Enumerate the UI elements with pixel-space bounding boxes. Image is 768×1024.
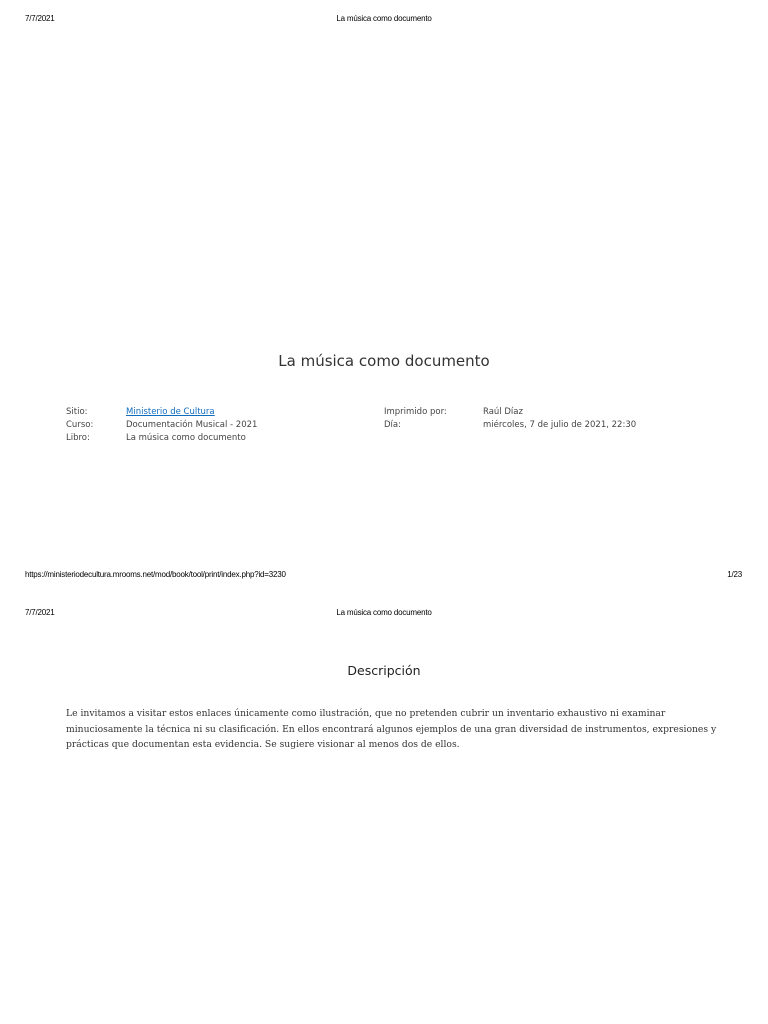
section-title: Descripción [347, 663, 421, 678]
paragraph-line: prácticas que documentan esta evidencia. Se sugiere visionar al menos dos de ellos. [66, 739, 460, 750]
page1-footer-url: https://ministeriodecultura.mrooms.net/mod/book/tool/print/index.php?id=3230 [25, 570, 286, 579]
page1-header-date: 7/7/2021 [25, 14, 55, 23]
meta-value: La música como documento [126, 432, 246, 443]
meta-label: Día: [384, 419, 401, 430]
page2-header-date: 7/7/2021 [25, 608, 55, 617]
site-link[interactable]: Ministerio de Cultura [126, 407, 215, 417]
meta-row-sitio [66, 406, 366, 419]
meta-left-block [66, 406, 366, 444]
page1-footer-page-number: 1/23 [727, 570, 742, 579]
meta-row-libro [66, 432, 366, 445]
meta-label: Libro: [66, 432, 90, 443]
meta-label: Curso: [66, 419, 94, 430]
page2-header-title: La música como documento [336, 608, 432, 617]
meta-row-imprimido [384, 406, 704, 419]
book-title: La música como documento [278, 352, 490, 370]
description-paragraph [66, 706, 717, 753]
meta-label: Sitio: [66, 407, 88, 417]
paragraph-line: minuciosamente la técnica ni su clasificación. En ellos encontrará algunos ejemplos de una gran diversidad de instrumentos, expresiones y [66, 723, 717, 735]
meta-value: Raúl Díaz [483, 407, 523, 417]
meta-value: miércoles, 7 de julio de 2021, 22:30 [483, 419, 637, 430]
meta-row-dia [384, 419, 704, 432]
meta-value: Documentación Musical - 2021 [126, 419, 258, 430]
page1-header-title: La música como documento [336, 14, 432, 23]
paragraph-line: Le invitamos a visitar estos enlaces únicamente como ilustración, que no pretenden cubrir un inventario exhaustivo ni examinar [66, 708, 666, 719]
meta-label: Imprimido por: [384, 407, 447, 417]
meta-row-curso [66, 419, 366, 432]
meta-right-block [384, 406, 704, 432]
